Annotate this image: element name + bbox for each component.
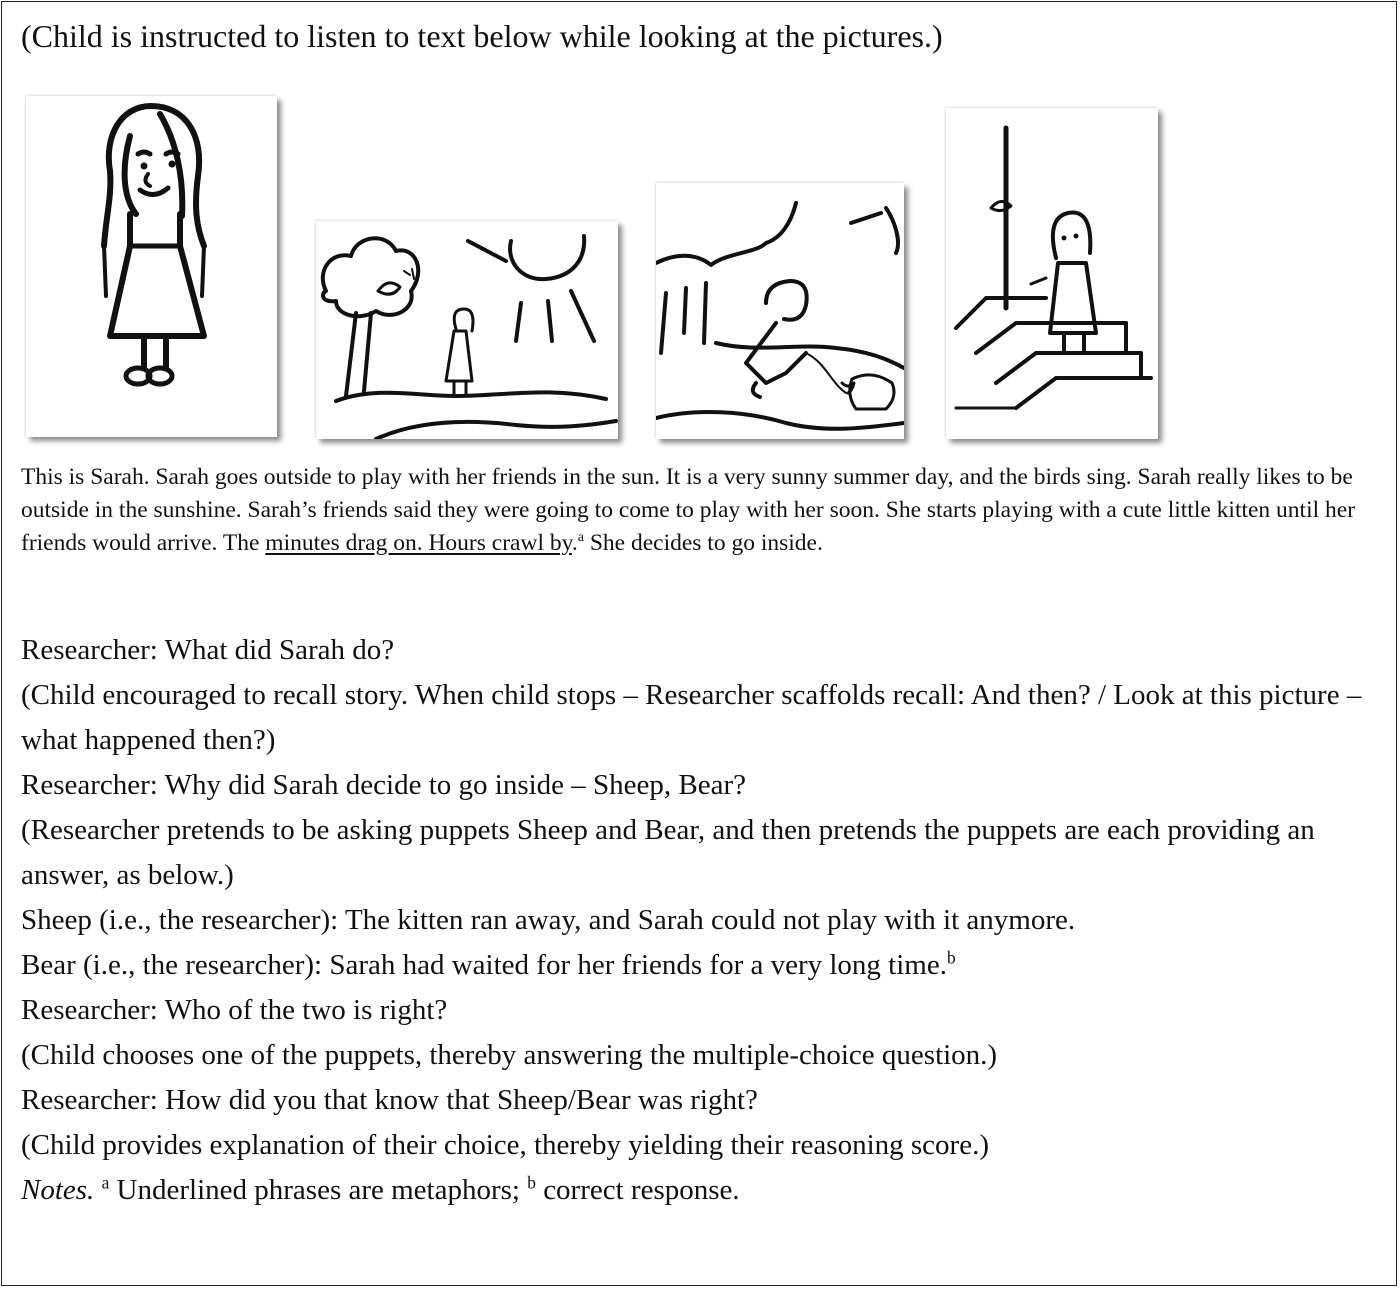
metaphor-phrase: minutes drag on. Hours crawl by [265, 530, 572, 556]
notes-text-b: correct response. [535, 1174, 740, 1206]
dialogue-block [21, 628, 1381, 1213]
story-part-2: . [571, 530, 578, 556]
picture-panel-2 [316, 221, 618, 439]
instruction-text: (Child is instructed to listen to text below while looking at the pictures.) [21, 18, 943, 54]
dialogue-line: (Researcher pretends to be asking puppets Sheep and Bear, and then pretends the puppets are each providing an answer, as below.) [21, 814, 1315, 891]
footnote-mark-a: a [577, 529, 584, 546]
footnote-mark-b: b [946, 947, 956, 968]
picture-panel-4 [946, 108, 1158, 439]
story-part-3: She decides to go inside. [583, 530, 823, 556]
dialogue-line: (Child encouraged to recall story. When child stops – Researcher scaffolds recall: And then? / Look at this picture – what happened then?) [21, 679, 1362, 756]
picture-panel-3 [656, 183, 904, 439]
sarah-playing-with-kitten-drawing-icon [656, 183, 904, 439]
sarah-going-inside-stairs-door-drawing-icon [946, 108, 1158, 439]
dialogue-line: (Child provides explanation of their choice, thereby yielding their reasoning score.) [21, 1129, 989, 1161]
bear-answer-text: Bear (i.e., the researcher): Sarah had waited for her friends for a very long time. [21, 949, 947, 981]
dialogue-line: Researcher: What did Sarah do? [21, 634, 395, 666]
dialogue-line: Researcher: How did you that know that Sheep/Bear was right? [21, 1084, 758, 1116]
notes-mark-b: b [527, 1172, 536, 1193]
dialogue-line: Researcher: Who of the two is right? [21, 994, 448, 1026]
story-part-1: This is Sarah. Sarah goes outside to play with her friends in the sun. It is a very sunny summer day, and the birds sing. Sarah really likes to be outside in the sunshine. Sarah’s friends said they were going to come to play with her soon. She starts playing with a cute little kitten until her friends would arrive. The [21, 464, 1356, 556]
notes-text-a: Underlined phrases are metaphors; [109, 1174, 528, 1206]
notes-mark-a: a [101, 1172, 110, 1193]
dialogue-line: Researcher: Why did Sarah decide to go inside – Sheep, Bear? [21, 769, 747, 801]
notes-label: Notes. [21, 1174, 95, 1206]
sarah-portrait-drawing-icon [26, 96, 277, 437]
picture-panel-1 [26, 96, 277, 437]
notes-line [21, 1168, 1381, 1213]
dialogue-line: Sheep (i.e., the researcher): The kitten ran away, and Sarah could not play with it anymore. [21, 904, 1076, 936]
sarah-outside-tree-sun-bird-drawing-icon [316, 221, 618, 439]
story-text [21, 461, 1371, 560]
dialogue-line: (Child chooses one of the puppets, thereby answering the multiple-choice question.) [21, 1039, 998, 1071]
dialogue-line-bear [21, 943, 1381, 988]
